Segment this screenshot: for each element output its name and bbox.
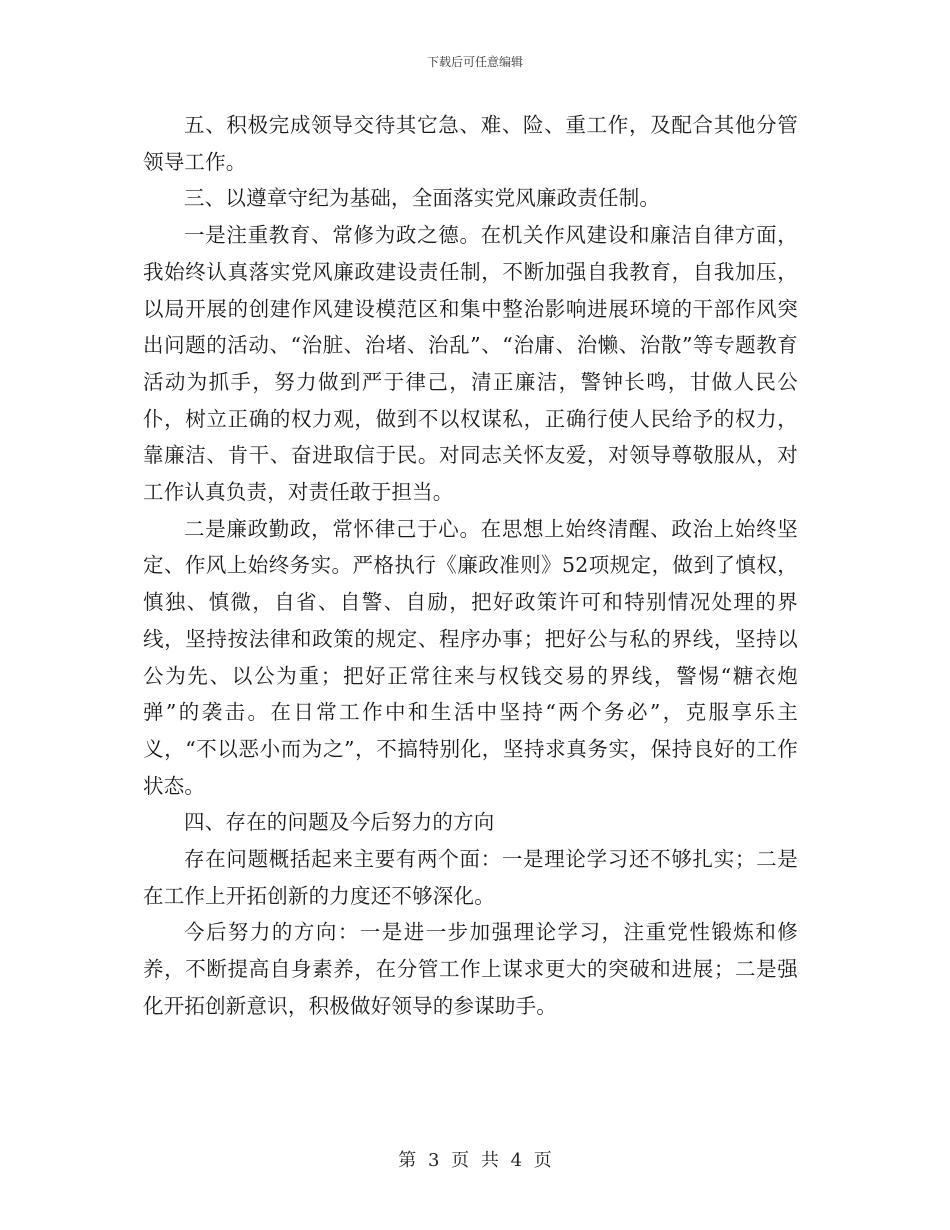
page-number-footer: 第 3 页 共 4 页	[398, 1150, 552, 1171]
paragraph-problems: 存在问题概括起来主要有两个面：一是理论学习还不够扎实；二是在工作上开拓创新的力度还不够深化。	[143, 847, 798, 908]
paragraph-future-direction: 今后努力的方向：一是进一步加强理论学习，注重党性锻炼和修养，不断提高自身素养，在分管工作上谋求更大的突破和进展；二是强化开拓创新意识，积极做好领导的参谋助手。	[143, 920, 798, 1018]
page-header: 下载后可任意编辑	[426, 55, 523, 69]
paragraph-integrity: 二是廉政勤政，常怀律己于心。在思想上始终清醒、政治上始终坚定、作风上始终务实。严格执行《廉政准则》52项规定，做到了慎权，慎独、慎微，自省、自警、自励，把好政策许可和特别情况处理的界线，坚持按法律和政策的规定、程序办事；把好公与私的界线，坚持以公为先、以公为重；把好正常往来与权钱交易的界线，警惕“糖衣炮弹”的袭击。在日常工作中和生活中坚持“两个务必”，克服享乐主义，“不以恶小而为之”，不搞特别化，坚持求真务实，保持良好的工作状态。	[143, 516, 798, 798]
paragraph-item-five: 五、积极完成领导交待其它急、难、险、重工作，及配合其他分管领导工作。	[143, 113, 798, 174]
paragraph-education: 一是注重教育、常修为政之德。在机关作风建设和廉洁自律方面，我始终认真落实党风廉政建设责任制，不断加强自我教育，自我加压，以局开展的创建作风建设模范区和集中整治影响进展环境的干部作风突出问题的活动、“治脏、治堵、治乱”、“治庸、治懒、治散”等专题教育活动为抓手，努力做到严于律己，清正廉洁，警钟长鸣，甘做人民公仆，树立正确的权力观，做到不以权谋私，正确行使人民给予的权力，靠廉洁、肯干、奋进取信于民。对同志关怀友爱，对领导尊敬服从，对工作认真负责，对责任敢于担当。	[143, 223, 798, 505]
section-heading-four: 四、存在的问题及今后努力的方向	[184, 810, 495, 835]
document-body	[143, 107, 798, 1025]
section-heading-three: 三、以遵章守纪为基础，全面落实党风廉政责任制。	[184, 186, 661, 211]
